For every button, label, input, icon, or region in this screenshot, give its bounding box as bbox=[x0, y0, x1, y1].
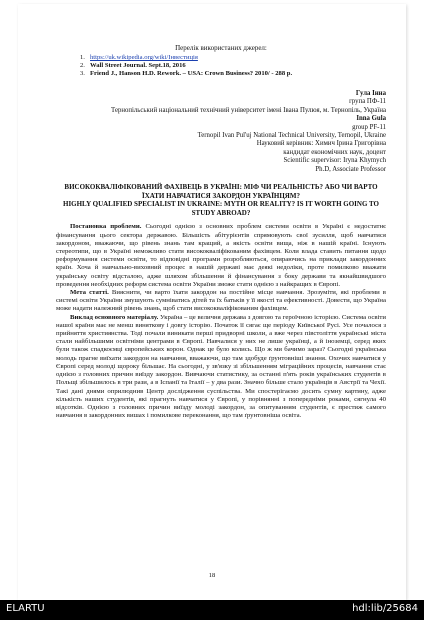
author-name-uk: Гула Інна bbox=[355, 90, 386, 97]
references-list bbox=[80, 54, 386, 78]
reference-item bbox=[80, 70, 386, 78]
paragraph-text: Вияснити, чи варто їхати закордон на постійне місце навчання. Зрозуміти, які проблеми в системі освіти України змушують сумніватись дітей та їх батьків у її якості та ефективності. Довести, що Україна може надати належний рівень знань, щоб стати висококваліфікованим фахівцем. bbox=[56, 289, 386, 313]
supervisor-uk: Науковий керівник: Химич Ірина Григорівна bbox=[256, 140, 386, 148]
author-name-en: Inna Gula bbox=[356, 115, 386, 123]
paragraph-heading: Мета статті. bbox=[70, 289, 109, 297]
reference-text: Wall Street Journal. Sept.18, 2016 bbox=[90, 62, 186, 69]
author-affiliation-en: Ternopil Ivan Pul'uj National Technical University, Ternopil, Ukraine bbox=[197, 132, 386, 140]
article-title bbox=[56, 183, 386, 217]
reference-number: 2. bbox=[80, 62, 85, 69]
paragraph-goal bbox=[56, 289, 386, 314]
paragraph-heading: Виклад основного матеріалу. bbox=[70, 313, 159, 321]
paragraph-problem bbox=[56, 223, 386, 289]
supervisor-en: Scientific supervisor: Iryna Khymych bbox=[283, 157, 386, 165]
footer-repository-name: ELARTU bbox=[6, 603, 45, 614]
author-group-uk: група ПФ-11 bbox=[349, 98, 386, 106]
article-title-en: HIGHLY QUALIFIED SPECIALIST IN UKRAINE: MYTH OR REALITY? IS IT WORTH GOING TO STUDY ABROAD? bbox=[63, 200, 379, 217]
reference-text: Friend J., Hanson H.D. Rework. – USA: Crown Business? 2010/ - 288 p. bbox=[90, 70, 293, 77]
footer-handle: hdl:lib/25684 bbox=[352, 603, 418, 614]
supervisor-degree-uk: кандидат економічних наук, доцент bbox=[283, 148, 386, 156]
document-page bbox=[18, 4, 406, 600]
reference-link[interactable]: https://uk.wikipedia.org/wiki/Інвестиція bbox=[90, 54, 198, 61]
references-title: Перелік використаних джерел: bbox=[175, 44, 267, 52]
paragraph-main bbox=[56, 314, 386, 421]
reference-item[interactable] bbox=[80, 54, 386, 62]
author-affiliation-uk: Тернопільський національний технічний університет імені Івана Пулюя, м. Тернопіль, Україна bbox=[111, 106, 386, 114]
reference-number: 3. bbox=[80, 70, 85, 77]
page-number: 18 bbox=[208, 572, 216, 579]
paragraph-heading: Постановка проблеми. bbox=[70, 223, 142, 231]
page-content bbox=[56, 44, 386, 420]
reference-number: 1. bbox=[80, 54, 85, 61]
author-group-en: group PF-11 bbox=[352, 123, 386, 131]
paragraph-text: Україна – це величня держава з довгою та героїчною історією. Система освіти нашої країни має не менш виняткову і довгу історію. Початок її сягає ще періоду Київської Русі. Усе почалося з прийняття християнства. Тоді почали виникати перші придворні школи, а вже через півстоліття українські міста стали найбільшими освітніми центрами в Європі. Навчалися у них не лише українці, а й іноземці, серед яких були також спадкоємці європейських корон. Однак це було колись. Що ж ми бачимо зараз? Сьогодні українська молодь прагне виїхати закордон на навчання, вважаючи, що там здобуде ґрунтовніші знання. Охочих навчатися у Європі серед молоді щороку більшає. На сьогодні, у зв'язку зі збільшенням міграційних процесів, навчання стає однією з головних причин виїзду закордон. Вивчаючи статистику, за останні п'ять років українських студентів в Польщі збільшилось в три рази, а в Іспанії та Італії – у два рази. Значно більше стало українців в Австрії та Чехії. Такі дані днями оприлюднив Центр дослідження суспільства. Ми спостерігаємо досить сумну картину, адже кількість наших студентів, які прагнуть навчатися у Європі, у порівнянні з попередніми роками, сягнула 40 відсотків. Однією з головних причин виїзду молоді закордон, за опитуванням студентів, є престиж самого навчання в закордонних вишах і помилкове переконання, що там ґрунтовніша освіта. bbox=[56, 313, 386, 420]
article-body bbox=[56, 223, 386, 420]
article-title-uk: ВИСОКОКВАЛІФІКОВАНИЙ ФАХІВЕЦЬ В УКРАЇНІ: МІФ ЧИ РЕАЛЬНІСТЬ? АБО ЧИ ВАРТО ЇХАТИ НАВЧАТИСЯ ЗАКОРДОН УКРАЇНЦЯМ? bbox=[64, 183, 378, 200]
paragraph-text: Сьогодні однією з основних проблем системи освіти в Україні є недостатнє фінансування цього сектора державою. Більшість абітурієнтів спрямовують свої зусилля, щоб навчатися закордоном, вважаючи, що рівень знань там кращий, а якість освіти вища, ніж в нашій країні. Існують стереотипи, що в Україні неможливо стати висококваліфікованим фахівцем. Коли влада ставить питання щодо реформування системи освіти, то відповідні програми розробляються, опираючись на приклади закордонних країн. Хоча й навчально-виховний процес в нашій державі має деякі недоліки, проте помилково вважати українську освіту відсталою, адже шляхом збільшення й фінансування з боку держави та якнайшвидшого проведення необхідних реформ система освіти України зможе стати однією з найкращих в Європі. bbox=[56, 223, 387, 288]
footer-bar bbox=[0, 600, 424, 620]
author-block bbox=[56, 90, 386, 174]
reference-item bbox=[80, 62, 386, 70]
supervisor-degree-en: Ph.D, Associate Professor bbox=[315, 165, 386, 173]
